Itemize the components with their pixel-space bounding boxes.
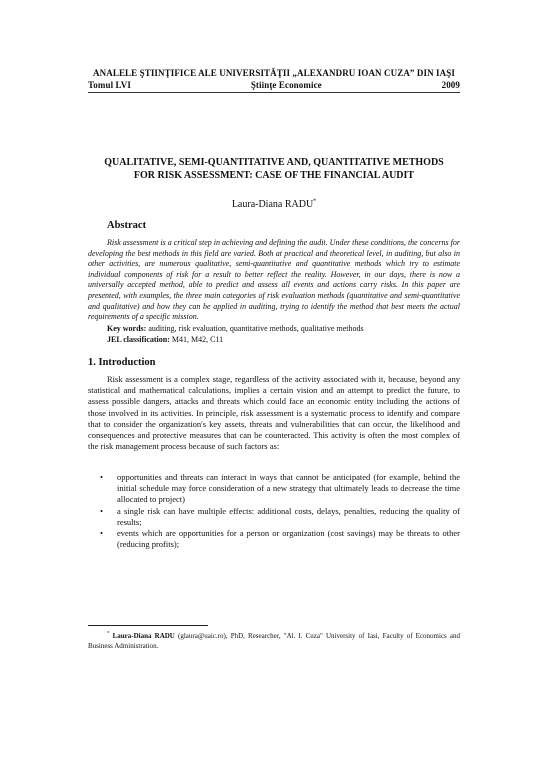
list-item — [88, 472, 460, 506]
author-footnote-mark: * — [313, 198, 317, 205]
author-name: Laura-Diana RADU — [231, 199, 314, 210]
keywords-label: Key words: — [107, 324, 147, 333]
journal-header — [88, 68, 460, 90]
paper-title — [88, 156, 460, 182]
bullet-icon: • — [100, 472, 103, 482]
keywords-value: auditing, risk evaluation, quantitative methods, qualitative methods — [148, 324, 364, 333]
list-item — [88, 528, 460, 550]
header-rule — [88, 92, 460, 93]
jel-line — [107, 335, 460, 346]
list-item-text: a single risk can have multiple effects: additional costs, delays, penalties, reducing the quality of results; — [117, 505, 460, 527]
bullet-icon: • — [100, 528, 103, 539]
bullet-icon: • — [100, 505, 103, 516]
jel-value: M41, M42, C11 — [171, 334, 224, 344]
risk-factors-list — [88, 472, 460, 550]
journal-title: ANALELE ŞTIINŢIFICE ALE UNIVERSITĂŢII „ALEXANDRU IOAN CUZA” DIN IAŞI — [93, 68, 455, 78]
footnote-mark: * — [107, 631, 110, 637]
introduction-heading: 1. Introduction — [88, 357, 156, 368]
paper-title-line-2: FOR RISK ASSESSMENT: CASE OF THE FINANCIAL AUDIT — [133, 170, 415, 181]
journal-section: Ştiinţe Economice — [250, 80, 322, 90]
jel-label: JEL classification: — [107, 334, 170, 344]
list-item — [88, 506, 460, 528]
abstract-text: Risk assessment is a critical step in achieving and defining the audit. Under these conditions, the concerns for developing the best methods in this field are varied. Both at practical and theoretical level, in auditing, but also in other activities, are numerous qualitative, semi-quantitative and quantitative methods which try to estimate individual components of risk for a result to better reflect the reality. However, in our days, there is now a universally accepted method, able to predict and assess all events and actions carry risks. In this paper are presented, with examples, the three main categories of risk evaluation methods (quantitative and semi-quantitative and qualitative) and how they can be applied in auditing, trying to identify the method that best meets the actual requirements of a specific mission. — [88, 238, 460, 322]
abstract-heading: Abstract — [107, 220, 147, 231]
footnote-text: (glaura@uaic.ro), PhD, Researcher, "Al. I. Cuza" University of Iasi, Faculty of Economics and Business Administration. — [88, 632, 461, 650]
journal-meta-row — [88, 80, 460, 90]
paper-title-line-1: QUALITATIVE, SEMI-QUANTITATIVE AND, QUANTITATIVE METHODS — [104, 157, 444, 168]
journal-year: 2009 — [441, 80, 460, 90]
footnote-author-name: Laura-Diana RADU — [112, 632, 175, 640]
footnote-rule — [88, 625, 208, 626]
journal-volume: Tomul LVI — [88, 80, 132, 90]
keywords-block — [107, 324, 460, 345]
introduction-paragraph: Risk assessment is a complex stage, regardless of the activity associated with it, because, beyond any statistical and mathematical calculations, implies a certain vision and an attempt to predict the future, to assess possible dangers, attacks and threats which could face an economic entity including the actions of those involved in its activities. In principle, risk assessment is a systematic process to identify and compare that to consider the organization's key assets, threats and vulnerabilities that can occur, the likelihood and consequences and protective measures that can be counteracted. This activity is often the most complex of the risk management process because of such factors as: — [88, 374, 460, 452]
list-item-text: opportunities and threats can interact in ways that cannot be anticipated (for example, behind the initial schedule may force consideration of a new strategy that ultimately leads to decrease the time allocated to project) — [117, 472, 460, 505]
footnote — [88, 632, 460, 651]
keywords-line — [107, 324, 460, 335]
author-line — [88, 199, 460, 210]
list-item-text: events which are opportunities for a person or organization (cost savings) may be threats to other (reducing profits); — [117, 528, 460, 550]
